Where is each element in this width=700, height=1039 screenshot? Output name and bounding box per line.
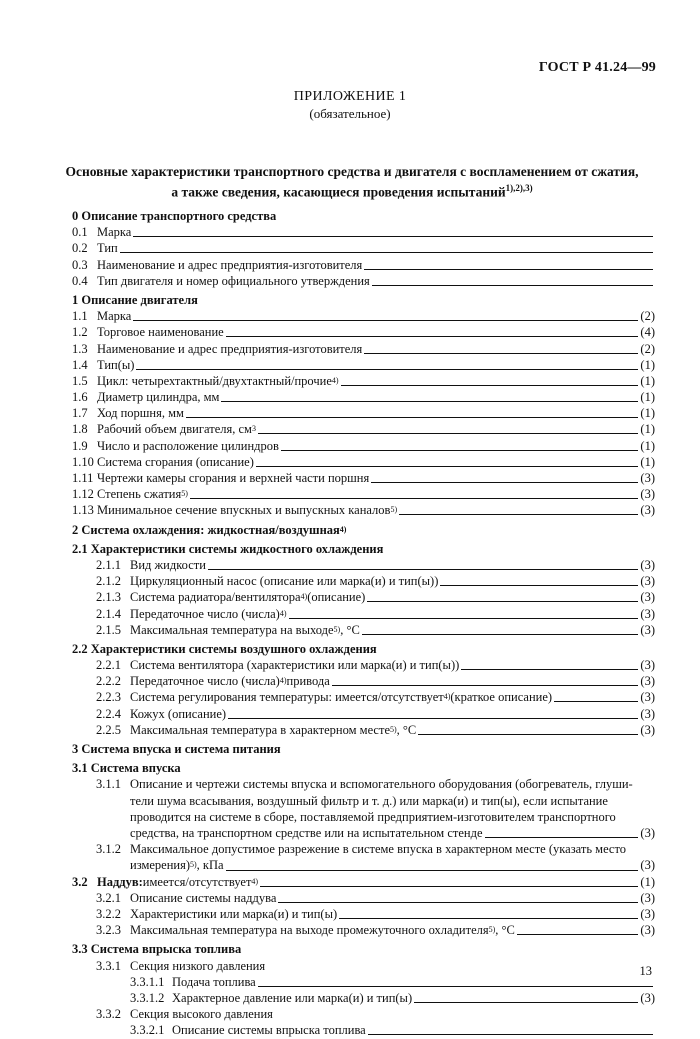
field-label: Ход поршня, мм xyxy=(97,406,184,421)
field-label: Наименование и адрес предприятия-изготовителя xyxy=(97,341,363,356)
blank-line xyxy=(362,634,639,635)
field-reference: (3) xyxy=(640,590,655,605)
field-label-suffix: , °С xyxy=(495,923,515,938)
field-label-text: тели шума всасывания, воздушный фильтр и т. д.) или марка(и) и тип(ы), если испытание xyxy=(130,793,608,808)
field-number: 0.3 xyxy=(72,257,88,272)
blank-line xyxy=(341,385,639,386)
blank-line xyxy=(226,336,639,337)
field-number: 2.1.5 xyxy=(96,622,121,637)
field-reference: (3) xyxy=(640,858,655,873)
field-number: 1.8 xyxy=(72,422,88,437)
form-field xyxy=(0,657,700,673)
footnote-ref: 4) xyxy=(339,524,347,534)
field-reference: (3) xyxy=(640,825,655,840)
form-content xyxy=(0,205,700,1038)
blank-line xyxy=(226,870,639,871)
form-field xyxy=(0,990,700,1006)
field-number: 3.3.2 xyxy=(96,1007,121,1022)
standard-code: ГОСТ Р 41.24—99 xyxy=(538,60,656,75)
field-body xyxy=(130,958,655,974)
blank-line xyxy=(120,252,653,253)
field-number: 2.1.3 xyxy=(96,590,121,605)
field-reference: (1) xyxy=(640,390,655,405)
field-label xyxy=(130,841,655,873)
field-label-text: Описание и чертежи системы впуска и вспомогательного оборудования (обогреватель, глуши- xyxy=(130,777,633,792)
section-heading xyxy=(0,292,700,308)
section-heading xyxy=(0,941,700,957)
field-body xyxy=(130,557,655,573)
footnote-ref: 3 xyxy=(251,424,256,434)
field-number: 3.1.2 xyxy=(96,842,121,857)
form-field xyxy=(0,324,700,340)
field-label-text: измерения) xyxy=(130,858,190,873)
field-label: Цикл: четырехтактный/двухтактный/прочие xyxy=(97,373,332,388)
field-number: 2.1.4 xyxy=(96,606,121,621)
field-body xyxy=(130,706,655,722)
field-label: Торговое наименование xyxy=(97,325,224,340)
field-unit: , кПа xyxy=(196,858,224,873)
field-reference: (3) xyxy=(640,557,655,572)
blank-line xyxy=(258,433,638,434)
field-body xyxy=(97,308,655,324)
field-reference: (1) xyxy=(640,373,655,388)
form-field xyxy=(0,606,700,622)
blank-line xyxy=(228,718,638,719)
section-heading-text xyxy=(72,292,198,308)
field-number: 1.9 xyxy=(72,438,88,453)
field-reference: (1) xyxy=(640,357,655,372)
field-label: Система регулирования температуры: имеется/отсутствует xyxy=(130,690,444,705)
field-number: 0.4 xyxy=(72,273,88,288)
footnote-ref: 5) xyxy=(333,624,341,634)
form-field xyxy=(0,357,700,373)
section-label: 1 Описание двигателя xyxy=(72,292,198,307)
field-reference: (3) xyxy=(640,906,655,921)
form-field xyxy=(0,308,700,324)
field-number: 2.2.4 xyxy=(96,706,121,721)
appendix-subtitle: (обязательное) xyxy=(309,106,391,121)
field-body xyxy=(130,622,655,638)
form-field xyxy=(0,722,700,738)
form-field xyxy=(0,273,700,289)
main-heading-line2: а также сведения, касающиеся проведения испытаний$^{1),2),3)}$ xyxy=(171,183,533,200)
blank-line xyxy=(136,369,638,370)
field-number: 1.4 xyxy=(72,357,88,372)
field-number: 3.3.2.1 xyxy=(130,1023,165,1038)
section-heading-text xyxy=(72,208,276,224)
field-reference: (3) xyxy=(640,622,655,637)
field-body xyxy=(172,974,655,990)
field-reference: (3) xyxy=(640,722,655,737)
blank-line xyxy=(372,285,653,286)
field-label-text: средства, на транспортном средстве или на испытательном стенде xyxy=(130,825,483,840)
blank-line xyxy=(133,236,653,237)
field-label: Рабочий объем двигателя, см xyxy=(97,422,252,437)
field-body xyxy=(130,689,655,705)
blank-line xyxy=(208,569,639,570)
field-label: Число и расположение цилиндров xyxy=(97,438,279,453)
form-field xyxy=(0,405,700,421)
form-field xyxy=(0,689,700,705)
form-field xyxy=(0,974,700,990)
field-body xyxy=(130,722,655,738)
field-label: Кожух (описание) xyxy=(130,706,227,721)
field-label: Подача топлива xyxy=(172,974,256,989)
field-body xyxy=(97,454,655,470)
blank-line xyxy=(221,401,638,402)
field-number: 0.1 xyxy=(72,225,88,240)
form-field xyxy=(0,673,700,689)
field-body xyxy=(172,990,655,1006)
field-number: 1.5 xyxy=(72,373,88,388)
section-heading-text xyxy=(72,522,346,538)
field-body xyxy=(130,589,655,605)
field-body xyxy=(97,224,655,240)
field-label-line xyxy=(130,793,655,809)
field-label: Марка xyxy=(97,309,132,324)
blank-line xyxy=(133,320,638,321)
field-label: Тип xyxy=(97,241,118,256)
field-label: Чертежи камеры сгорания и верхней части поршня xyxy=(97,471,370,485)
blank-line xyxy=(371,482,638,483)
form-field-multiline xyxy=(0,776,700,841)
field-reference: (3) xyxy=(640,574,655,589)
field-body xyxy=(97,341,655,357)
form-field xyxy=(0,906,700,922)
form-field xyxy=(0,874,700,890)
form-field xyxy=(0,622,700,638)
field-number: 2.2.2 xyxy=(96,674,121,689)
field-number: 3.2 xyxy=(72,874,88,889)
main-heading xyxy=(46,163,658,201)
blank-line xyxy=(364,353,638,354)
field-number: 0.2 xyxy=(72,241,88,256)
blank-line xyxy=(485,837,639,838)
appendix-title: ПРИЛОЖЕНИЕ 1 xyxy=(293,89,407,104)
section-heading-text xyxy=(72,541,383,557)
footnote-ref: 4) xyxy=(251,876,259,886)
form-field-multiline xyxy=(0,841,700,873)
field-label: Система радиатора/вентилятора xyxy=(130,590,301,605)
section-heading-text xyxy=(72,941,241,957)
field-label-suffix: привода xyxy=(286,674,330,689)
section-heading xyxy=(0,741,700,757)
footnote-ref: 4) xyxy=(279,608,287,618)
form-field xyxy=(0,240,700,256)
section-heading-text xyxy=(72,760,181,776)
field-reference: (2) xyxy=(640,341,655,356)
blank-line xyxy=(289,618,639,619)
blank-line xyxy=(281,450,639,451)
footnote-ref: 4) xyxy=(279,676,287,686)
section-heading xyxy=(0,208,700,224)
form-field xyxy=(0,257,700,273)
form-field xyxy=(0,224,700,240)
field-label-suffix: (описание) xyxy=(307,590,366,605)
field-body xyxy=(130,906,655,922)
blank-line xyxy=(418,734,638,735)
footnote-ref: 5) xyxy=(390,505,398,515)
footnote-ref: 5) xyxy=(390,724,397,734)
field-label: Передаточное число (числа) xyxy=(130,606,280,621)
field-number: 1.2 xyxy=(72,325,88,340)
field-label: Характеристики или марка(и) и тип(ы) xyxy=(130,906,338,921)
field-body xyxy=(130,657,655,673)
field-body xyxy=(97,502,655,518)
field-reference: (3) xyxy=(640,674,655,689)
field-body xyxy=(97,373,655,389)
form-field xyxy=(0,421,700,437)
footnote-ref: 4) xyxy=(300,592,308,602)
field-reference: (1) xyxy=(640,454,655,469)
field-reference: (2) xyxy=(640,309,655,324)
field-label-suffix: , °С xyxy=(340,622,360,637)
field-label: Циркуляционный насос (описание или марка(и) и тип(ы)) xyxy=(130,574,439,589)
field-number: 3.3.1.2 xyxy=(130,990,165,1005)
field-body xyxy=(97,874,655,890)
blank-line xyxy=(339,918,638,919)
field-label-line xyxy=(130,857,655,873)
field-bold-label: Наддув: xyxy=(97,874,143,889)
form-field xyxy=(0,958,700,974)
blank-line xyxy=(278,902,638,903)
field-number: 3.2.2 xyxy=(96,906,121,921)
form-field xyxy=(0,486,700,502)
field-number: 3.3.1 xyxy=(96,958,121,973)
field-reference: (4) xyxy=(640,325,655,340)
section-label: 2 Система охлаждения: жидкостная/воздушная xyxy=(72,522,340,537)
footnote-ref: 5) xyxy=(488,925,496,935)
field-number: 2.2.1 xyxy=(96,658,121,673)
field-label: имеется/отсутствует xyxy=(142,874,252,889)
section-heading xyxy=(0,641,700,657)
field-label-line xyxy=(130,841,655,857)
section-label: 3 Система впуска и система питания xyxy=(72,742,281,756)
form-field xyxy=(0,557,700,573)
field-number: 2.1.1 xyxy=(96,557,121,572)
field-number: 3.2.1 xyxy=(96,890,121,905)
field-label-text: Максимальное допустимое разрежение в системе впуска в характерном месте (указать место xyxy=(130,842,627,857)
field-number: 1.3 xyxy=(72,341,88,356)
field-body xyxy=(97,389,655,405)
blank-line xyxy=(461,669,638,670)
field-reference: (3) xyxy=(640,503,655,518)
field-label: Система вентилятора (характеристики или марка(и) и тип(ы)) xyxy=(130,658,460,673)
field-label-suffix: (краткое описание) xyxy=(450,690,553,705)
field-number: 2.2.5 xyxy=(96,722,121,737)
field-body xyxy=(130,673,655,689)
field-number: 2.2.3 xyxy=(96,690,121,705)
field-label: Система сгорания (описание) xyxy=(97,454,254,469)
heading-footnote-refs: 1),2),3) xyxy=(505,183,533,193)
field-body xyxy=(130,573,655,589)
form-field xyxy=(0,389,700,405)
field-label: Диаметр цилиндра, мм xyxy=(97,390,220,405)
section-label: 2.1 Характеристики системы жидкостного охлаждения xyxy=(72,541,384,556)
field-body xyxy=(97,273,655,289)
field-body xyxy=(97,257,655,273)
field-reference: (3) xyxy=(640,471,655,485)
form-field xyxy=(0,589,700,605)
page-number: 13 xyxy=(639,964,652,978)
field-number: 3.2.3 xyxy=(96,923,121,938)
field-reference: (3) xyxy=(640,923,655,938)
field-reference: (1) xyxy=(640,422,655,437)
field-reference: (3) xyxy=(640,690,655,705)
field-label: Марка xyxy=(97,225,132,240)
blank-line xyxy=(190,498,639,499)
form-field xyxy=(0,706,700,722)
field-body xyxy=(130,890,655,906)
field-body xyxy=(97,438,655,454)
form-field xyxy=(0,502,700,518)
field-label: Тип(ы) xyxy=(97,357,135,372)
footnote-ref: 5) xyxy=(190,860,197,870)
field-label: Максимальная температура в характерном месте xyxy=(130,722,390,737)
field-reference: (1) xyxy=(640,406,655,421)
blank-line xyxy=(186,417,638,418)
form-field xyxy=(0,438,700,454)
section-heading-text xyxy=(72,741,281,757)
field-number: 1.7 xyxy=(72,406,88,421)
blank-line xyxy=(256,466,639,467)
field-label: Степень сжатия xyxy=(97,487,182,502)
field-number: 1.11 xyxy=(72,471,94,485)
field-label: Наименование и адрес предприятия-изготовителя xyxy=(97,257,363,272)
field-label-line xyxy=(130,825,655,841)
field-label-line xyxy=(130,776,655,792)
field-body xyxy=(97,470,655,486)
blank-line xyxy=(258,986,653,987)
field-label: Тип двигателя и номер официального утверждения xyxy=(97,273,370,288)
field-reference: (3) xyxy=(640,990,655,1005)
field-label: Характерное давление или марка(и) и тип(ы) xyxy=(172,990,413,1005)
field-number: 1.12 xyxy=(72,487,94,502)
blank-line xyxy=(440,585,638,586)
field-number: 1.13 xyxy=(72,503,94,518)
field-label-line xyxy=(130,809,655,825)
field-body xyxy=(97,421,655,437)
field-reference: (3) xyxy=(640,658,655,673)
section-heading xyxy=(0,522,700,538)
form-field xyxy=(0,454,700,470)
field-number: 1.1 xyxy=(72,309,88,324)
field-number: 1.10 xyxy=(72,454,94,469)
field-body xyxy=(130,606,655,622)
field-label: Секция высокого давления xyxy=(130,1007,273,1022)
form-field xyxy=(0,573,700,589)
blank-line xyxy=(517,934,639,935)
form-field xyxy=(0,922,700,938)
field-reference: (3) xyxy=(640,890,655,905)
field-body xyxy=(130,922,655,938)
field-reference: (1) xyxy=(640,438,655,453)
blank-line xyxy=(367,601,638,602)
form-field xyxy=(0,373,700,389)
section-heading-text xyxy=(72,641,377,657)
field-number: 3.3.1.1 xyxy=(130,974,165,989)
main-heading-line1: Основные характеристики транспортного средства и двигателя с воспламенением от сжатия, xyxy=(65,164,639,179)
field-reference: (3) xyxy=(640,706,655,721)
field-body xyxy=(97,405,655,421)
blank-line xyxy=(399,514,638,515)
field-label-text: проводится на системе в сборе, поставляемой предприятием-изготовителем транспортного xyxy=(130,809,616,824)
field-label: Описание системы впрыска топлива xyxy=(172,1023,366,1038)
section-label: 3.1 Система впуска xyxy=(72,761,181,776)
form-field xyxy=(0,341,700,357)
blank-line xyxy=(414,1002,638,1003)
field-label-suffix: , °С xyxy=(396,722,417,737)
section-label: 3.3 Система впрыска топлива xyxy=(72,942,242,957)
footnote-ref: 4) xyxy=(331,375,339,385)
footnote-ref: 5) xyxy=(181,489,188,499)
field-label xyxy=(130,776,655,841)
field-label: Максимальная температура на выходе промежуточного охладителя xyxy=(130,923,489,938)
section-heading xyxy=(0,541,700,557)
blank-line xyxy=(332,685,639,686)
blank-line xyxy=(368,1034,653,1035)
blank-line xyxy=(554,701,638,702)
form-field xyxy=(0,1022,700,1038)
blank-line xyxy=(364,269,653,270)
section-label: 0 Описание транспортного средства xyxy=(72,209,277,223)
section-heading xyxy=(0,760,700,776)
field-body xyxy=(130,1006,655,1022)
field-body xyxy=(97,486,655,502)
field-label: Максимальная температура на выходе xyxy=(130,622,334,637)
field-label: Передаточное число (числа) xyxy=(130,674,280,689)
field-reference: (3) xyxy=(640,487,655,502)
field-label: Минимальное сечение впускных и выпускных каналов xyxy=(97,503,391,518)
field-body xyxy=(97,240,655,256)
section-label: 2.2 Характеристики системы воздушного охлаждения xyxy=(72,641,377,656)
field-number: 2.1.2 xyxy=(96,574,121,589)
field-number: 1.6 xyxy=(72,390,88,405)
field-label: Описание системы наддува xyxy=(130,890,277,905)
form-field xyxy=(0,470,700,486)
field-body xyxy=(172,1022,655,1038)
field-body xyxy=(97,357,655,373)
field-label: Вид жидкости xyxy=(130,557,206,572)
field-number: 3.1.1 xyxy=(96,777,121,792)
footnote-ref: 4) xyxy=(443,692,451,702)
form-field xyxy=(0,890,700,906)
field-reference: (3) xyxy=(640,606,655,621)
field-body xyxy=(97,324,655,340)
form-field xyxy=(0,1006,700,1022)
field-label: Секция низкого давления xyxy=(130,958,266,973)
blank-line xyxy=(260,886,638,887)
field-reference: (1) xyxy=(640,874,655,889)
